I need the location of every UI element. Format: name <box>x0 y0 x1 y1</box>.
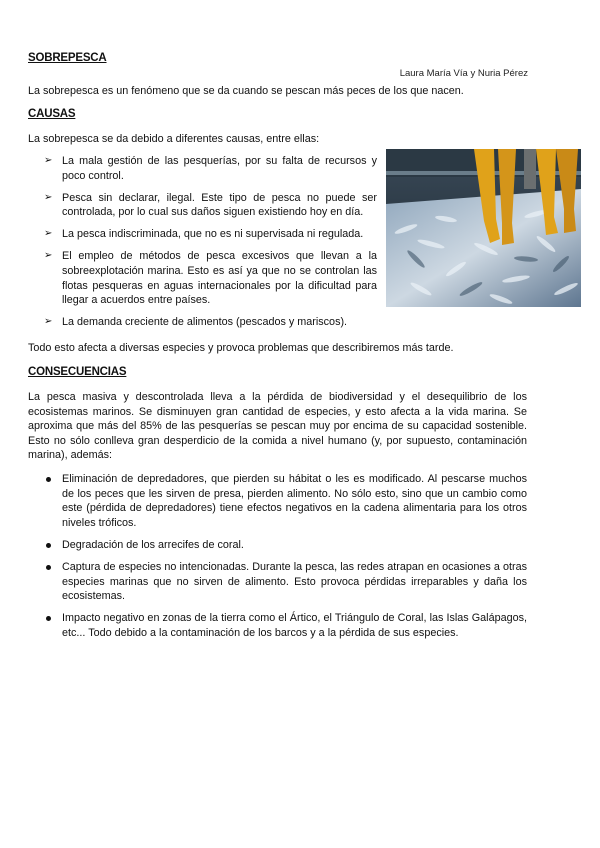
list-item: Eliminación de depredadores, que pierden su hábitat o les es modificado. Al pescarse muchos de los peces que les sirven de presa, pierden alimento. No sólo esto, sino que un cambio como este (pérdida de depredadores) tiene efectos negativos en la cadena alimentaria para los otros niveles tróficos. <box>44 472 527 530</box>
list-item: Captura de especies no intencionadas. Durante la pesca, las redes atrapan en ocasiones a otras especies marinas que no sirven de alimento. Esto provoca pérdidas irreparables y daña los ecosistemas. <box>44 560 527 604</box>
author-line: Laura María Vía y Nuria Pérez <box>399 68 528 79</box>
list-item: ➢ Pesca sin declarar, ilegal. Este tipo de pesca no puede ser controlada, por lo cual sus daños siguen existiendo hoy en día. <box>44 191 377 219</box>
round-bullet-icon <box>46 616 51 621</box>
list-item: ➢ La pesca indiscriminada, que no es ni supervisada ni regulada. <box>44 228 364 241</box>
arrowhead-bullet-icon: ➢ <box>44 155 53 166</box>
arrowhead-bullet-icon: ➢ <box>44 228 53 240</box>
list-item: Impacto negativo en zonas de la tierra como el Ártico, el Triángulo de Coral, las Islas Galápagos, etc... Todo debido a la contaminación de los barcos y a la pérdida de sus especies. <box>44 611 527 640</box>
title-heading: SOBREPESCA <box>28 52 107 64</box>
round-bullet-icon <box>46 543 51 548</box>
arrowhead-bullet-icon: ➢ <box>44 250 53 262</box>
list-item: ➢ La demanda creciente de alimentos (pescados y mariscos). <box>44 316 348 329</box>
fishing-boat-photo <box>386 149 581 307</box>
intro-paragraph: La sobrepesca es un fenómeno que se da cuando se pescan más peces de los que nacen. <box>28 85 464 97</box>
list-item: Degradación de los arrecifes de coral. <box>44 538 527 553</box>
consequences-heading: CONSECUENCIAS <box>28 366 127 378</box>
list-item: ➢ La mala gestión de las pesquerías, por su falta de recursos y poco control. <box>44 155 377 182</box>
consequences-paragraph: La pesca masiva y descontrolada lleva a la pérdida de biodiversidad y el desequilibrio de los ecosistemas marinos. Se disminuyen gran cantidad de especies, y esto afecta a la vida marina. Se aproxima que más del 85% de las pesquerías se pescan muy por encima de su capacidad sostenible. Esto no sólo conlleva gran desperdicio de la comida a nivel humano (y, por supuesto, contaminación marina), además: <box>28 391 527 462</box>
round-bullet-icon <box>46 565 51 570</box>
causes-lead: La sobrepesca se da debido a diferentes causas, entre ellas: <box>28 133 320 145</box>
arrowhead-bullet-icon: ➢ <box>44 191 53 203</box>
list-item: ➢ El empleo de métodos de pesca excesivos que llevan a la sobreexplotación marina. Esto es así ya que no se controlan las flotas pesqueras en aguas internacionales por la dificultad para llegar a acuerdos entre países. <box>44 250 377 307</box>
arrowhead-bullet-icon: ➢ <box>44 316 53 328</box>
causes-list <box>44 154 377 337</box>
causes-heading: CAUSAS <box>28 108 76 120</box>
causes-closing: Todo esto afecta a diversas especies y provoca problemas que describiremos más tarde. <box>28 342 454 354</box>
consequences-list <box>44 472 527 648</box>
round-bullet-icon <box>46 477 51 482</box>
